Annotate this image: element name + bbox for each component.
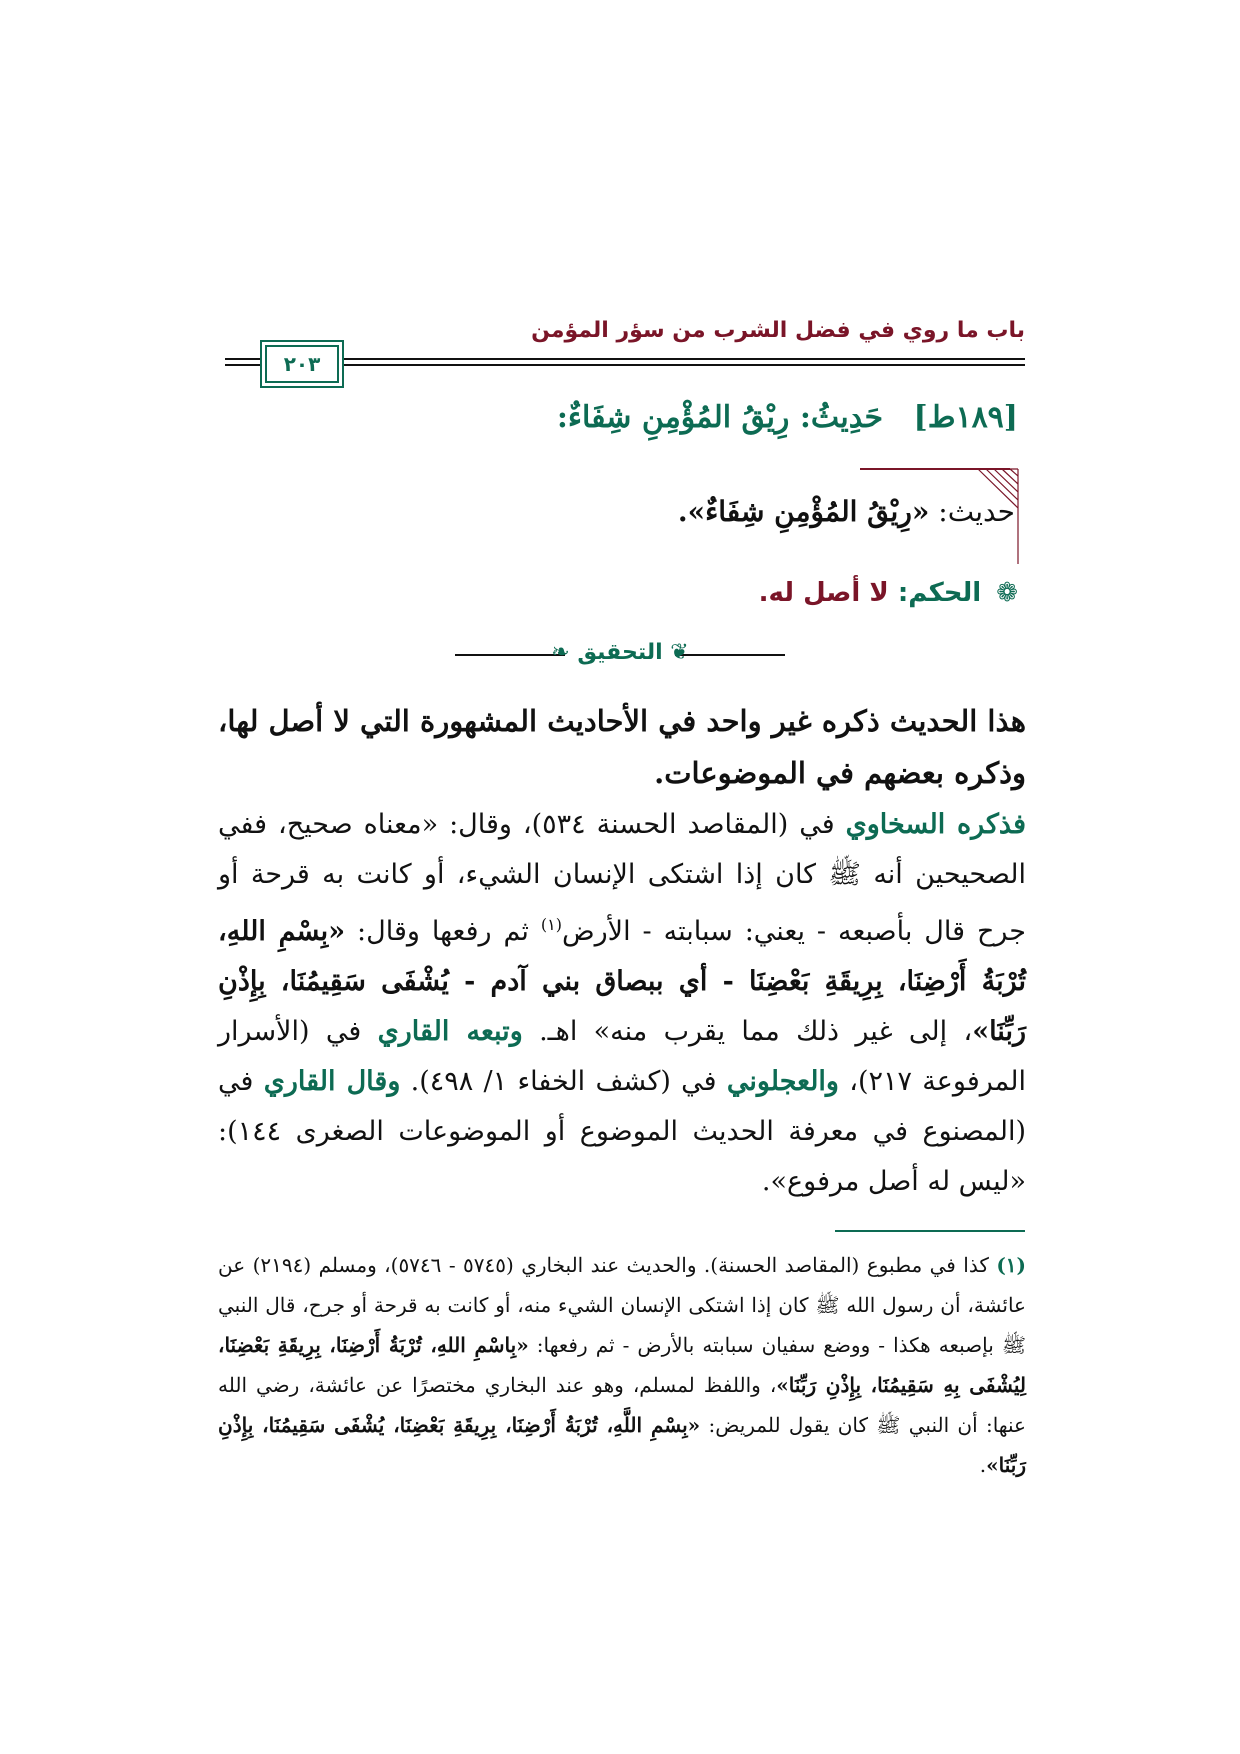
hadith-title: حَدِيثُ: رِيْقُ المُؤْمِنِ شِفَاءٌ: (556, 400, 884, 435)
name-qari-2: وقال القاري (263, 1066, 401, 1097)
p2-text-k: في (المصنوع في معرفة الحديث الموضوع أو الموضوعات الصغرى ١٤٤): «ليس له أصل مرفوع». (218, 1066, 1026, 1197)
footnote-hadith-1: «بِاسْمِ اللهِ، تُرْبَةُ أَرْضِنَا، بِرِيقَةِ بَعْضِنَا، لِيُشْفَى بِهِ سَقِيمُنَا، بِإِذْنِ رَبِّنَا» (218, 1333, 1027, 1397)
ruling-label: الحكم: (897, 578, 982, 608)
paragraph-1: هذا الحديث ذكره غير واحد في الأحاديث المشهورة التي لا أصل لها، وذكره بعضهم في الموضوعات. (218, 704, 1026, 790)
quote-prefix: حديث: (938, 495, 1015, 528)
running-title: باب ما روي في فضل الشرب من سؤر المؤمن (531, 318, 1025, 343)
ornament-icon: ❦ (662, 640, 689, 665)
footnote-text-c: ، واللفظ لمسلم، وهو عند البخاري مختصرًا عن عائشة، رضي الله عنها: أن النبي ﷺ كان يقول للمريض: (218, 1373, 1026, 1437)
hadith-quote (678, 495, 1015, 528)
header-rule-bottom (225, 364, 1025, 366)
name-ajlouni: والعجلوني (726, 1066, 839, 1097)
hadith-number: [١٨٩ط] (913, 400, 1018, 435)
hadith-text-bold: «بِسْمِ اللهِ، تُرْبَةُ أَرْضِنَا، بِرِيقَةِ بَعْضِنَا - أي ببصاق بني آدم - يُشْفَى سَقِيمُنَا، بِإِذْنِ رَبِّنَا» (218, 916, 1027, 1047)
footnote (218, 1245, 1026, 1485)
p2-text-e: ، إلى غير ذلك مما يقرب منه» اهـ. (522, 1016, 973, 1047)
hadith-heading (557, 400, 1018, 435)
p2-text-g: في (الأسرار المرفوعة ٢١٧)، (218, 1016, 1026, 1097)
section-divider (455, 640, 785, 670)
name-sakhawi: فذكره السخاوي (845, 809, 1026, 840)
footnote-text-a: كذا في مطبوع (المقاصد الحسنة). والحديث عند البخاري (٥٧٤٥ - ٥٧٤٦)، ومسلم (٢١٩٤) عن عائشة، أن رسول الله ﷺ كان إذا اشتكى الإنسان الشيء منه، أو كانت به قرحة أو جرح، قال النبي ﷺ بإصبعه هكذا - ووضع سفيان سبابته بالأرض - ثم رفعها: (218, 1253, 1026, 1357)
name-qari: وتبعه القاري (377, 1016, 523, 1047)
section-title-text: التحقيق (577, 640, 663, 665)
ruling-value: لا أصل له. (758, 578, 889, 608)
quote-text: «رِيْقُ المُؤْمِنِ شِفَاءٌ». (677, 495, 930, 528)
p2-text-b: في (المقاصد الحسنة ٥٣٤)، وقال: «معناه صحيح، ففي الصحيحين أنه ﷺ كان إذا اشتكى الإنسان الشيء، أو كانت به قرحة أو جرح قال بأصبعه - يعني: سبابته - الأرض (218, 809, 1026, 947)
footnote-number: (١) (996, 1253, 1026, 1277)
footnote-rule (835, 1230, 1025, 1232)
footnote-hadith-2: «بِسْمِ اللَّهِ، تُرْبَةُ أَرْضِنَا، بِرِيقَةِ بَعْضِنَا، يُشْفَى سَقِيمُنَا، بِإِذْنِ رَبِّنَا» (218, 1413, 1026, 1477)
flower-icon: ❁ (996, 578, 1018, 608)
section-title (455, 640, 785, 665)
ruling-line (759, 578, 1018, 608)
page-header (225, 318, 1025, 388)
paragraph-2 (218, 800, 1026, 1207)
p2-text-i: في (كشف الخفاء ١/ ٤٩٨). (400, 1066, 727, 1097)
footnote-ref[interactable]: (١) (540, 915, 562, 934)
p2-text-c: ثم رفعها وقال: (345, 916, 541, 947)
footnote-text-e: . (979, 1453, 987, 1477)
page-number: ٢٠٣ (283, 352, 321, 376)
header-rule-top (225, 358, 1025, 360)
page-number-frame (260, 340, 344, 388)
ornament-icon: ❧ (551, 640, 578, 665)
